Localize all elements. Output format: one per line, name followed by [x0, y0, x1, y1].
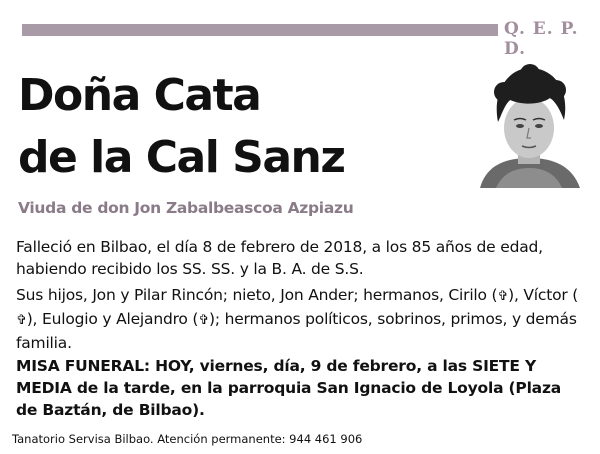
- family-text-part4: ); hermanos políticos, sobrinos, primos, y demás familia.: [16, 310, 577, 352]
- qepd-label: Q. E. P. D.: [504, 19, 579, 59]
- deceased-name-line2: de la Cal Sanz: [18, 132, 345, 183]
- cross-icon: ✞: [198, 313, 209, 328]
- cross-icon: ✞: [497, 289, 509, 304]
- cross-icon: ✞: [16, 313, 27, 328]
- deceased-portrait-photo: [476, 62, 582, 188]
- funeral-home-footer: Tanatorio Servisa Bilbao. Atención permanente: 944 461 906: [12, 432, 363, 446]
- family-text-part3: ), Eulogio y Alejandro (: [26, 310, 199, 328]
- widow-subtitle: Viuda de don Jon Zabalbeascoa Azpiazu: [18, 199, 354, 217]
- death-notice-paragraph: Falleció en Bilbao, el día 8 de febrero de 2018, a los 85 años de edad, habiendo recibido los SS. SS. y la B. A. de S.S.: [16, 238, 543, 278]
- deceased-name-line1: Doña Cata: [18, 70, 261, 121]
- family-paragraph: [16, 284, 584, 354]
- header-divider-bar: [22, 24, 498, 36]
- family-text-part2: ), Víctor (: [508, 286, 579, 304]
- funeral-mass-paragraph: MISA FUNERAL: HOY, viernes, día, 9 de febrero, a las SIETE Y MEDIA de la tarde, en la parroquia San Ignacio de Loyola (Plaza de Baztán, de Bilbao).: [16, 357, 562, 419]
- family-text-part1: Sus hijos, Jon y Pilar Rincón; nieto, Jon Ander; hermanos, Cirilo (: [16, 286, 498, 304]
